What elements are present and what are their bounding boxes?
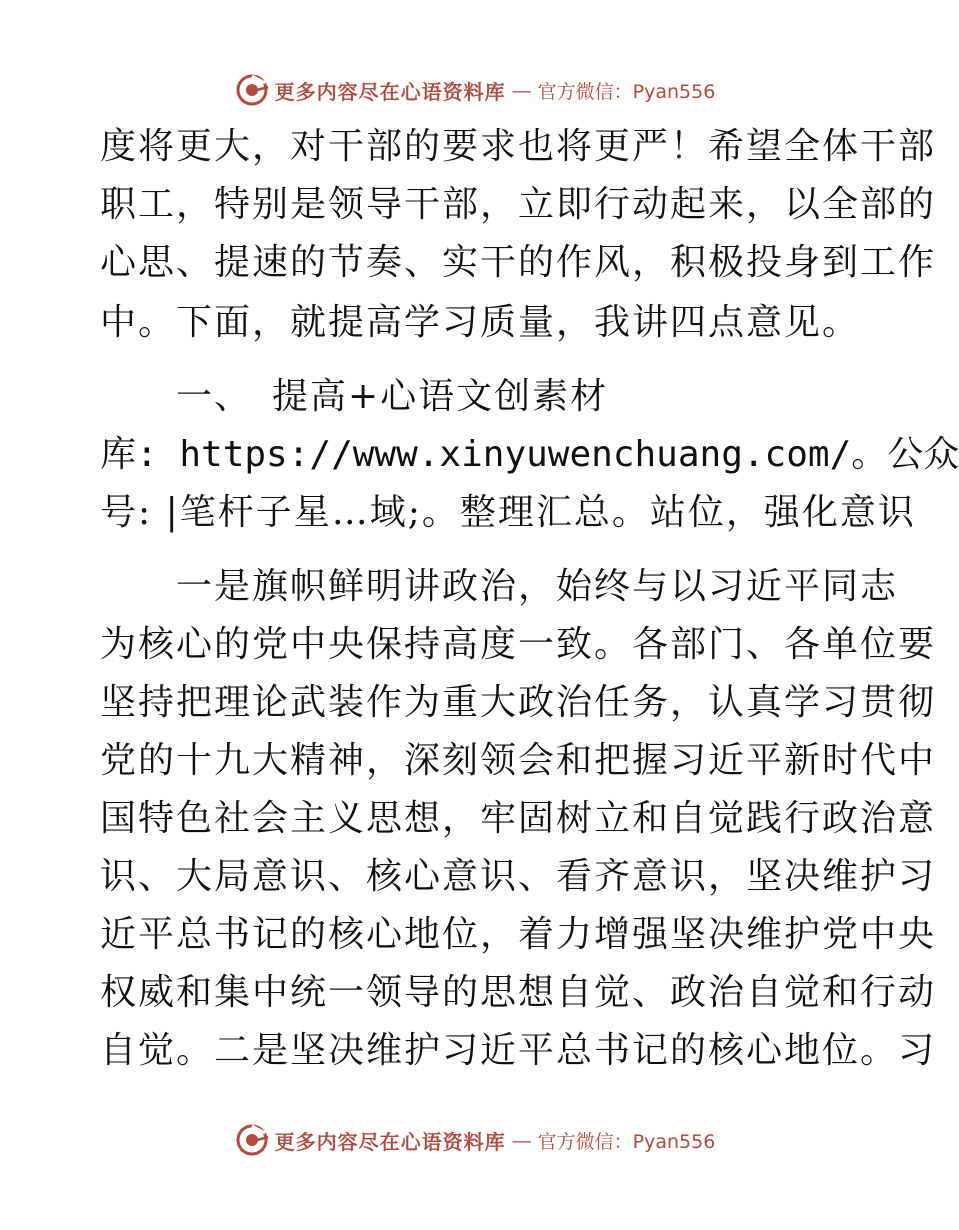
body-line: 度将更大，对干部的要求也将更严！希望全体干部	[100, 126, 937, 167]
footer-separator: —	[511, 1128, 532, 1152]
body-line: 号: |笔杆子星…域;。整理汇总。站位，强化意识	[100, 492, 916, 533]
footer-banner	[0, 1120, 950, 1160]
body-line: 中。下面，就提高学习质量，我讲四点意见。	[100, 302, 861, 343]
body-line: 库: https://www.xinyuwenchuang.com/。公众	[100, 434, 959, 475]
header-promo-text: 更多内容尽在心语资料库	[274, 79, 506, 104]
brand-logo-icon	[235, 1123, 269, 1157]
footer-promo-text: 更多内容尽在心语资料库	[274, 1129, 506, 1154]
header-wechat-text: 官方微信：Pyan556	[537, 80, 716, 103]
body-line: 一是旗帜鲜明讲政治，始终与以习近平同志	[100, 566, 899, 607]
body-line: 权威和集中统一领导的思想自觉、政治自觉和行动	[100, 972, 937, 1013]
footer-wechat-text: 官方微信：Pyan556	[537, 1130, 716, 1153]
body-line: 国特色社会主义思想，牢固树立和自觉践行政治意	[100, 798, 937, 839]
body-line: 识、大局意识、核心意识、看齐意识，坚决维护习	[100, 856, 937, 897]
header-separator: —	[511, 78, 532, 102]
body-line: 职工，特别是领导干部，立即行动起来，以全部的	[100, 184, 937, 225]
header-banner	[0, 70, 950, 110]
body-line: 近平总书记的核心地位，着力增强坚决维护党中央	[100, 914, 937, 955]
body-line: 心思、提速的节奏、实干的作风，积极投身到工作	[100, 242, 937, 283]
body-line: 党的十九大精神，深刻领会和把握习近平新时代中	[100, 740, 937, 781]
brand-logo-icon	[235, 73, 269, 107]
body-line: 自觉。二是坚决维护习近平总书记的核心地位。习	[100, 1030, 937, 1071]
section-heading: 一、 提高+心语文创素材	[100, 376, 609, 417]
body-line: 为核心的党中央保持高度一致。各部门、各单位要	[100, 624, 937, 665]
body-line: 坚持把理论武装作为重大政治任务，认真学习贯彻	[100, 682, 937, 723]
